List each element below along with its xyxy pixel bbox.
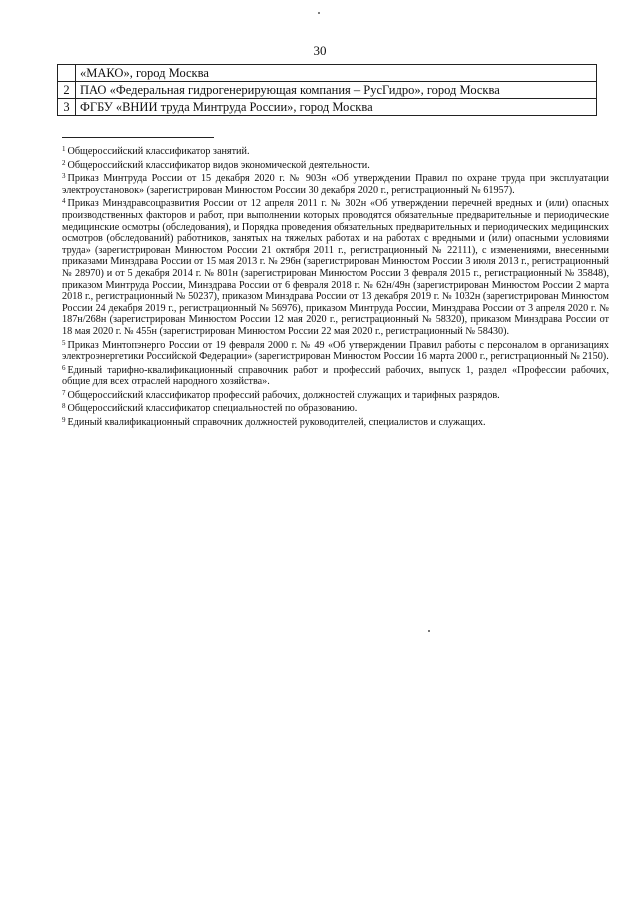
row-number: 3 (58, 99, 76, 116)
table-row (58, 82, 597, 99)
footnote-mark: 1 (62, 145, 66, 153)
footnote-mark: 4 (62, 197, 66, 206)
footnote-text: Единый тарифно-квалификационный справочник работ и профессий рабочих, выпуск 1, раздел «Профессии рабочих, общие для всех отраслей народного хозяйства». (62, 364, 609, 388)
footnote-mark: 2 (62, 158, 66, 167)
scan-speck (428, 630, 430, 632)
footnote (62, 196, 609, 337)
footnote (62, 363, 609, 388)
table-row (58, 99, 597, 116)
row-number (58, 65, 76, 82)
footnote (62, 338, 609, 363)
footnote-separator (62, 137, 214, 138)
footnote-mark: 5 (62, 338, 66, 347)
scan-speck (318, 12, 320, 14)
footnote (62, 388, 609, 402)
footnotes (62, 144, 609, 429)
table-row (58, 65, 597, 82)
organization-name: ПАО «Федеральная гидрогенерирующая компания – РусГидро», город Москва (76, 82, 597, 99)
footnote-mark: 6 (62, 363, 66, 372)
footnote-text: Общероссийский классификатор специальностей по образованию. (67, 403, 358, 415)
footnote (62, 401, 609, 415)
organization-name: ФГБУ «ВНИИ труда Минтруда России», город Москва (76, 99, 597, 116)
footnote-text: Общероссийский классификатор видов экономической деятельности. (67, 159, 370, 171)
footnote (62, 415, 609, 429)
row-number: 2 (58, 82, 76, 99)
footnote-mark: 3 (62, 172, 66, 181)
footnote-mark: 8 (62, 402, 66, 411)
footnote-mark: 9 (62, 416, 66, 425)
footnote (62, 144, 609, 158)
footnote (62, 171, 609, 196)
footnote-text: Приказ Минтопэнерго России от 19 февраля 2000 г. № 49 «Об утверждении Правил работы с персоналом в организациях электроэнергетики Российской Федерации» (зарегистрирован Минюстом России 16 марта 2000 г., регистрационный № 2150). (62, 339, 609, 363)
footnote-text: Приказ Минтруда России от 15 декабря 2020 г. № 903н «Об утверждении Правил по охране труда при эксплуатации электроустановок» (зарегистрирован Минюстом России 30 декабря 2020 г., регистрационный № 61957). (62, 173, 609, 196)
footnote (62, 158, 609, 172)
footnote-mark: 7 (62, 388, 66, 397)
organization-name: «МАКО», город Москва (76, 65, 597, 82)
footnote-text: Общероссийский классификатор занятий. (67, 146, 250, 157)
footnote-text: Приказ Минздравсоцразвития России от 12 апреля 2011 г. № 302н «Об утверждении перечней вредных и (или) опасных производственных факторов и работ, при выполнении которых проводятся обязательные предварительные и периодические медицинские осмотры (обследования), и Порядка проведения обязательных предварительных и периодических медицинских осмотров (обследований) работников, занятых на тяжелых работах и на работах с вредными и (или) опасными условиями труда» (зарегистрирован Минюстом России 21 октября 2011 г., регистрационный № 22111), с изменениями, внесенными приказами Минздрава России от 15 мая 2013 г. № 296н (зарегистрирован Минюстом России 3 июля 2013 г., регистрационный № 28970) и от 5 декабря 2014 г. № 801н (зарегистрирован Минюстом России 3 февраля 2015 г., регистрационный № 35848), приказом Минтруда России, Минздрава России от 6 февраля 2018 г. № 62н/49н (зарегистрирован Минюстом России 2 марта 2018 г., регистрационный № 50237), приказом Минздрава России от 13 декабря 2019 г. № 1032н (зарегистрирован Минюстом России 24 декабря 2019 г., регистрационный № 56976), приказом Минтруда России, Минздрава России от 3 апреля 2020 г. № 187н/268н (зарегистрирован Минюстом России 12 мая 2020 г., регистрационный № 58320), приказом Минздрава России от 18 мая 2020 г. № 455н (зарегистрирован Минюстом России 22 мая 2020 г., регистрационный № 58430). (62, 198, 609, 337)
page-number: 30 (313, 43, 327, 58)
footnote-text: Общероссийский классификатор профессий рабочих, должностей служащих и тарифных разрядов. (67, 389, 500, 401)
organizations-table (57, 64, 597, 116)
footnote-text: Единый квалификационный справочник должностей руководителей, специалистов и служащих. (67, 417, 486, 429)
